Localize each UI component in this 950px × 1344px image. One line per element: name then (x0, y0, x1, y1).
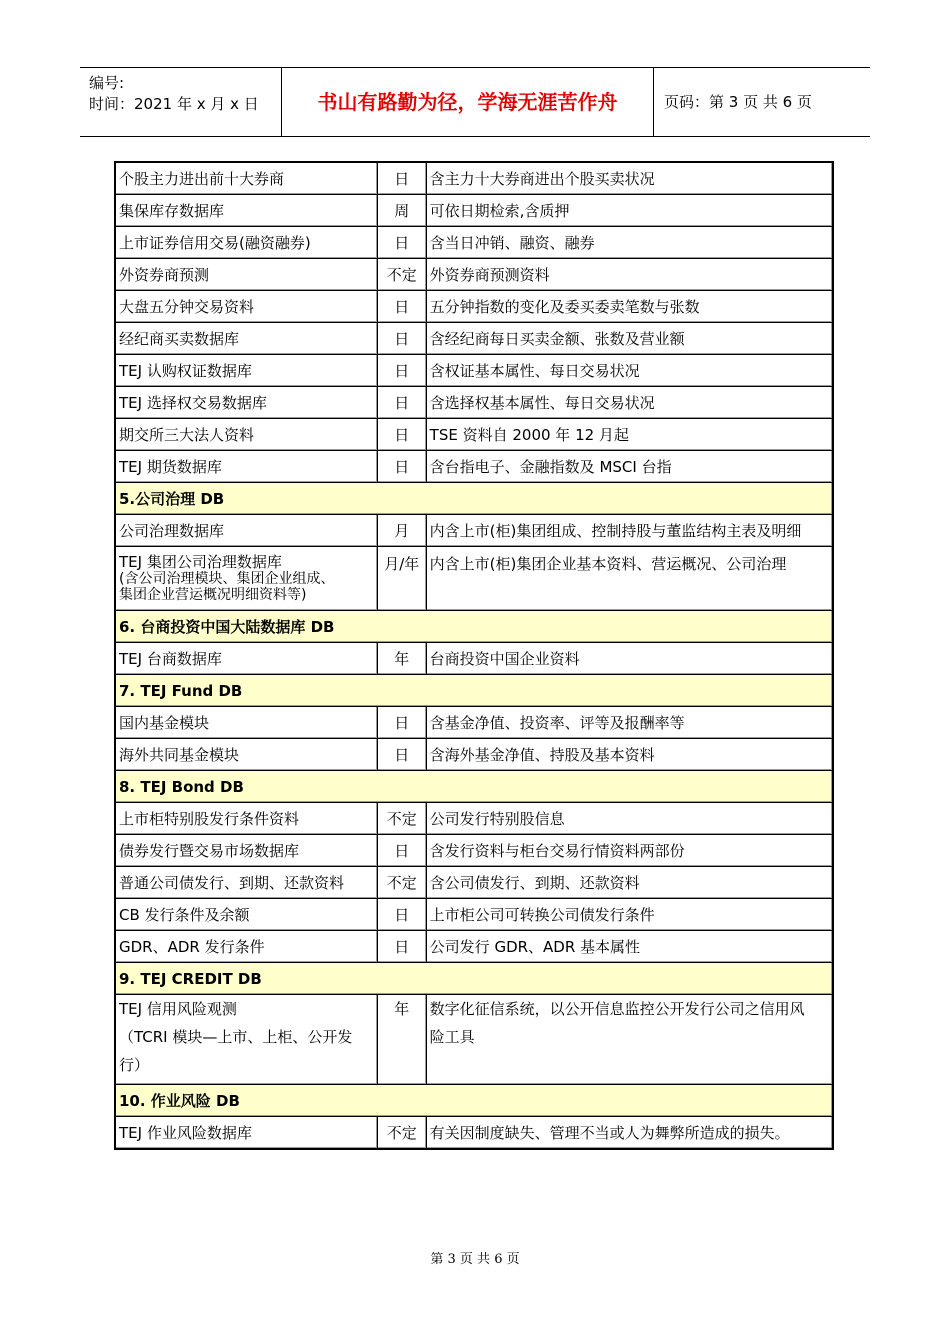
db-description: 内含上市(柜)集团企业基本资料、营运概况、公司治理 (426, 547, 833, 611)
db-name: 海外共同基金模块 (115, 739, 377, 771)
db-description: TSE 资料自 2000 年 12 月起 (426, 419, 833, 451)
db-description: 含主力十大券商进出个股买卖状况 (426, 162, 833, 195)
table-row (115, 995, 833, 1085)
page-footer: 第 3 页 共 6 页 (430, 1252, 520, 1267)
db-name: 上市证券信用交易(融资融券) (115, 227, 377, 259)
document-number: 编号: (89, 74, 125, 92)
db-frequency: 日 (377, 707, 426, 739)
db-frequency: 日 (377, 739, 426, 771)
db-name (115, 547, 377, 611)
header-motto: 书山有路勤为径，学海无涯苦作舟 (281, 68, 654, 136)
table-row (115, 931, 833, 963)
section-title: 5.公司治理 DB (115, 483, 833, 515)
db-frequency: 不定 (377, 867, 426, 899)
db-frequency: 日 (377, 899, 426, 931)
db-description: 含经纪商每日买卖金额、张数及营业额 (426, 323, 833, 355)
db-description: 上市柜公司可转换公司债发行条件 (426, 899, 833, 931)
db-frequency: 日 (377, 387, 426, 419)
section-header (115, 611, 833, 643)
db-name: 上市柜特别股发行条件资料 (115, 803, 377, 835)
db-frequency: 日 (377, 291, 426, 323)
db-description: 含公司债发行、到期、还款资料 (426, 867, 833, 899)
db-name: 个股主力进出前十大券商 (115, 162, 377, 195)
db-description-line: 数字化征信系统，以公开信息监控公开发行公司之信用风 (429, 1000, 805, 1018)
table-row (115, 643, 833, 675)
db-name: 普通公司债发行、到期、还款资料 (115, 867, 377, 899)
table-row (115, 323, 833, 355)
table-row (115, 419, 833, 451)
table-row (115, 1117, 833, 1150)
db-frequency: 不定 (377, 803, 426, 835)
db-name-line: TEJ 信用风险观测 (119, 1000, 237, 1018)
db-frequency: 月 (377, 515, 426, 547)
db-description: 含海外基金净值、持股及基本资料 (426, 739, 833, 771)
db-frequency: 日 (377, 419, 426, 451)
document-date: 时间：2021 年 x 月 x 日 (89, 95, 259, 113)
db-name: GDR、ADR 发行条件 (115, 931, 377, 963)
db-name-line: TEJ 集团公司治理数据库 (119, 553, 282, 571)
section-header (115, 963, 833, 995)
database-table (114, 161, 834, 1150)
table-row (115, 387, 833, 419)
db-description: 含权证基本属性、每日交易状况 (426, 355, 833, 387)
table-row (115, 803, 833, 835)
db-frequency: 周 (377, 195, 426, 227)
db-frequency: 不定 (377, 259, 426, 291)
db-description: 可依日期检索,含质押 (426, 195, 833, 227)
db-frequency: 不定 (377, 1117, 426, 1150)
db-name: TEJ 期货数据库 (115, 451, 377, 483)
db-name: CB 发行条件及余额 (115, 899, 377, 931)
table-row (115, 707, 833, 739)
header-meta (80, 68, 281, 136)
section-header (115, 771, 833, 803)
section-header (115, 675, 833, 707)
db-description: 外资券商预测资料 (426, 259, 833, 291)
db-name: 期交所三大法人资料 (115, 419, 377, 451)
db-frequency: 日 (377, 835, 426, 867)
section-title: 8. TEJ Bond DB (115, 771, 833, 803)
page-header (80, 67, 870, 137)
db-description (426, 995, 833, 1085)
db-description: 有关因制度缺失、管理不当或人为舞弊所造成的损失。 (426, 1117, 833, 1150)
db-name: 公司治理数据库 (115, 515, 377, 547)
section-title: 9. TEJ CREDIT DB (115, 963, 833, 995)
section-header (115, 483, 833, 515)
table-row (115, 547, 833, 611)
db-name: 集保库存数据库 (115, 195, 377, 227)
table-row (115, 739, 833, 771)
db-description: 公司发行 GDR、ADR 基本属性 (426, 931, 833, 963)
db-name-line: 行） (119, 1056, 150, 1074)
db-description: 五分钟指数的变化及委买委卖笔数与张数 (426, 291, 833, 323)
db-frequency: 日 (377, 323, 426, 355)
table-row (115, 899, 833, 931)
section-title: 7. TEJ Fund DB (115, 675, 833, 707)
db-name-line: (含公司治理模块、集团企业组成、 (119, 571, 335, 587)
section-title: 10. 作业风险 DB (115, 1085, 833, 1117)
section-title: 6. 台商投资中国大陆数据库 DB (115, 611, 833, 643)
db-frequency: 日 (377, 451, 426, 483)
db-name: 经纪商买卖数据库 (115, 323, 377, 355)
db-description: 含基金净值、投资率、评等及报酬率等 (426, 707, 833, 739)
db-description-line: 险工具 (429, 1028, 475, 1046)
db-name: 大盘五分钟交易资料 (115, 291, 377, 323)
db-frequency: 月/年 (377, 547, 426, 611)
table-row (115, 227, 833, 259)
db-description: 内含上市(柜)集团组成、控制持股与董监结构主表及明细 (426, 515, 833, 547)
db-frequency: 日 (377, 931, 426, 963)
db-name: 国内基金模块 (115, 707, 377, 739)
db-name: TEJ 选择权交易数据库 (115, 387, 377, 419)
db-description: 台商投资中国企业资料 (426, 643, 833, 675)
db-frequency: 日 (377, 355, 426, 387)
db-frequency: 日 (377, 227, 426, 259)
table-row (115, 515, 833, 547)
db-name: TEJ 台商数据库 (115, 643, 377, 675)
db-frequency: 年 (377, 995, 426, 1085)
db-frequency: 日 (377, 162, 426, 195)
table-row (115, 451, 833, 483)
db-frequency: 年 (377, 643, 426, 675)
table-row (115, 355, 833, 387)
db-name: TEJ 认购权证数据库 (115, 355, 377, 387)
db-name: TEJ 作业风险数据库 (115, 1117, 377, 1150)
db-name-line: 集团企业营运概况明细资料等) (119, 587, 307, 603)
db-description: 含台指电子、金融指数及 MSCI 台指 (426, 451, 833, 483)
db-description: 公司发行特别股信息 (426, 803, 833, 835)
table-row (115, 291, 833, 323)
table-row (115, 835, 833, 867)
db-name-line: （TCRI 模块—上市、上柜、公开发 (119, 1028, 353, 1046)
section-header (115, 1085, 833, 1117)
table-row (115, 867, 833, 899)
header-page-number: 页码：第 3 页 共 6 页 (664, 93, 812, 111)
db-description: 含选择权基本属性、每日交易状况 (426, 387, 833, 419)
db-name (115, 995, 377, 1085)
db-name: 债券发行暨交易市场数据库 (115, 835, 377, 867)
table-row (115, 162, 833, 195)
table-row (115, 195, 833, 227)
db-name: 外资券商预测 (115, 259, 377, 291)
db-description: 含发行资料与柜台交易行情资料两部份 (426, 835, 833, 867)
table-row (115, 259, 833, 291)
db-description: 含当日冲销、融资、融券 (426, 227, 833, 259)
